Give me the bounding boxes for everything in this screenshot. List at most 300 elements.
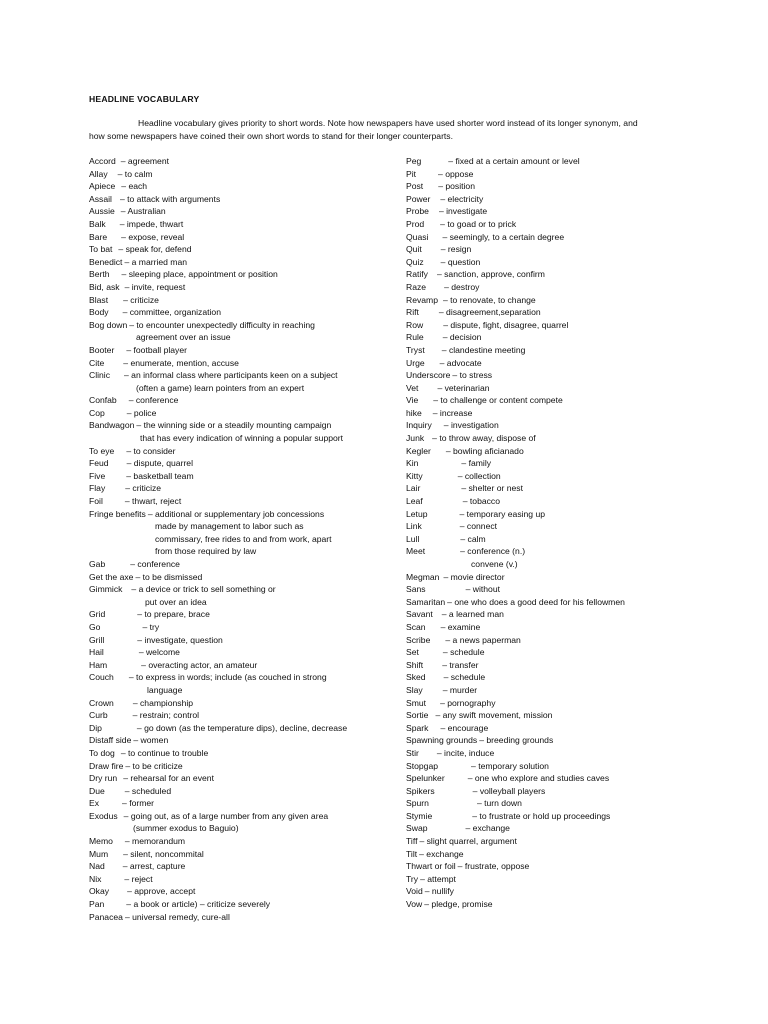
vocabulary-entry (406, 168, 706, 181)
vocabulary-term: Five (89, 470, 106, 481)
vocabulary-term: To bat (89, 244, 113, 255)
vocabulary-term: Quasi (406, 231, 429, 242)
vocabulary-term: Flay (89, 483, 106, 494)
vocabulary-term: Bare (89, 231, 108, 242)
vocabulary-term: Accord (89, 156, 116, 166)
vocabulary-definition: – overacting actor, an amateur (141, 659, 258, 670)
vocabulary-entry (89, 697, 389, 710)
vocabulary-term: Scribe (406, 634, 431, 645)
vocabulary-definition: – approve, accept (127, 886, 196, 897)
vocabulary-term: Grill (89, 634, 105, 645)
vocabulary-term: Sortie (406, 710, 429, 721)
vocabulary-definition: – reject (124, 873, 153, 884)
vocabulary-definition: – sanction, approve, confirm (436, 269, 545, 280)
vocabulary-definition: – exchange (465, 823, 510, 834)
vocabulary-term: Grid (89, 609, 106, 620)
vocabulary-entry (89, 155, 389, 168)
vocabulary-definition: – murder (442, 684, 478, 695)
vocabulary-definition: – conference (130, 559, 180, 569)
vocabulary-entry (406, 508, 706, 521)
vocabulary-definition-continuation: from those required by law (155, 546, 257, 557)
vocabulary-definition: – silent, noncommital (123, 848, 204, 859)
vocabulary-definition: – without (465, 584, 500, 595)
vocabulary-entry (89, 419, 389, 444)
vocabulary-entry (89, 583, 389, 608)
vocabulary-term: Shift (406, 659, 424, 670)
vocabulary-entry (89, 558, 389, 571)
vocabulary-entry (89, 256, 389, 269)
vocabulary-definition: – turn down (476, 798, 522, 809)
vocabulary-entry (406, 369, 706, 382)
vocabulary-definition: – to be criticize (125, 760, 183, 771)
vocabulary-term: Spawning grounds (406, 735, 478, 746)
vocabulary-term: Clinic (89, 370, 111, 381)
vocabulary-definition: – thwart, reject (124, 496, 182, 507)
vocabulary-term: Go (89, 621, 101, 632)
vocabulary-definition-continuation: language (147, 684, 183, 695)
page-title: HEADLINE VOCABULARY (89, 94, 200, 104)
vocabulary-entry (406, 860, 706, 873)
vocabulary-term: Underscore (406, 370, 451, 381)
vocabulary-entry (89, 848, 389, 861)
vocabulary-entry (89, 760, 389, 773)
vocabulary-entry (89, 621, 389, 634)
vocabulary-definition: – seemingly, to a certain degree (442, 231, 565, 242)
vocabulary-term: Dry run (89, 773, 118, 784)
vocabulary-entry (406, 621, 706, 634)
vocabulary-entry (406, 583, 706, 596)
vocabulary-term: Smut (406, 697, 427, 708)
vocabulary-term: Kin (406, 458, 419, 469)
vocabulary-definition: – a news paperman (445, 634, 521, 645)
vocabulary-term: Letup (406, 508, 428, 519)
vocabulary-term: To eye (89, 445, 115, 456)
vocabulary-definition: – calm (460, 533, 486, 544)
vocabulary-term: Pit (406, 168, 417, 179)
vocabulary-definition: – a married man (124, 256, 188, 267)
vocabulary-definition: – universal remedy, cure-all (124, 911, 230, 922)
vocabulary-entry (406, 646, 706, 659)
vocabulary-definition: – invite, request (124, 281, 186, 292)
vocabulary-term: Stopgap (406, 760, 439, 771)
vocabulary-definition: – advocate (439, 357, 482, 368)
vocabulary-definition: – question (440, 256, 481, 267)
vocabulary-definition-continuation: (often a game) learn pointers from an expert (136, 382, 305, 393)
vocabulary-term: Samaritan (406, 596, 446, 607)
vocabulary-entry (89, 180, 389, 193)
vocabulary-entry (89, 709, 389, 722)
vocabulary-definition: – connect (459, 521, 498, 532)
vocabulary-entry (406, 684, 706, 697)
vocabulary-term: Bandwagon (89, 420, 135, 431)
vocabulary-entry (406, 772, 706, 785)
vocabulary-definition: – going out, as of a large number from any given area (123, 810, 329, 821)
vocabulary-term: Hail (89, 647, 104, 658)
vocabulary-term: Urge (406, 357, 425, 368)
vocabulary-entry (406, 457, 706, 470)
vocabulary-definition: – women (133, 735, 169, 746)
vocabulary-definition: – veterinarian (437, 382, 490, 393)
vocabulary-entry (406, 835, 706, 848)
vocabulary-term: Allay (89, 168, 108, 179)
vocabulary-entry (89, 281, 389, 294)
vocabulary-term: Body (89, 307, 109, 318)
vocabulary-entry (89, 369, 389, 394)
vocabulary-entry (89, 508, 389, 558)
vocabulary-definition: – incite, induce (436, 747, 495, 758)
vocabulary-entry (89, 722, 389, 735)
vocabulary-term: Tilt (406, 848, 418, 859)
vocabulary-definition: – dispute, quarrel (126, 458, 193, 469)
vocabulary-entry (406, 205, 706, 218)
vocabulary-definition: – former (122, 798, 155, 809)
vocabulary-entry (89, 646, 389, 659)
vocabulary-term: Thwart or foil (406, 861, 456, 872)
vocabulary-term: Void (406, 886, 423, 897)
vocabulary-entry (89, 294, 389, 307)
vocabulary-entry (89, 571, 389, 584)
vocabulary-term: Dip (89, 722, 102, 733)
vocabulary-entry (406, 407, 706, 420)
vocabulary-entry (406, 810, 706, 823)
vocabulary-definition: – impede, thwart (119, 218, 184, 229)
vocabulary-definition: – investigation (443, 420, 499, 431)
vocabulary-definition: – to express in words; include (as couched in strong (128, 672, 327, 683)
vocabulary-entry (406, 671, 706, 684)
vocabulary-term: Kitty (406, 470, 423, 481)
vocabulary-term: Get the axe (89, 571, 134, 582)
vocabulary-entry (406, 697, 706, 710)
vocabulary-entry (89, 873, 389, 886)
vocabulary-entry (406, 344, 706, 357)
vocabulary-definition: – family (461, 458, 492, 469)
vocabulary-term: Bog down (89, 319, 128, 330)
vocabulary-term: Peg (406, 156, 422, 166)
vocabulary-definition: – attempt (420, 873, 456, 884)
vocabulary-definition: – dispute, fight, disagree, quarrel (443, 319, 569, 330)
vocabulary-term: Curb (89, 710, 108, 721)
vocabulary-entry (406, 608, 706, 621)
vocabulary-definition: – pornography (440, 697, 496, 708)
vocabulary-term: Revamp (406, 294, 438, 305)
vocabulary-term: Sans (406, 584, 426, 595)
vocabulary-entry (406, 231, 706, 244)
vocabulary-definition: – schedule (442, 647, 485, 658)
vocabulary-term: Bid, ask (89, 281, 120, 292)
vocabulary-entry (406, 470, 706, 483)
vocabulary-entry (89, 205, 389, 218)
vocabulary-entry (89, 785, 389, 798)
vocabulary-definition-continuation: made by management to labor such as (155, 521, 304, 532)
vocabulary-definition: – slight quarrel, argument (419, 836, 517, 847)
vocabulary-term: Apiece (89, 181, 116, 192)
vocabulary-definition: – criticize (123, 294, 159, 305)
vocabulary-definition: – football player (126, 344, 188, 355)
vocabulary-entry (406, 357, 706, 370)
vocabulary-definition: – memorandum (124, 836, 186, 847)
vocabulary-term: Gab (89, 559, 106, 569)
vocabulary-term: Vet (406, 382, 419, 393)
vocabulary-term: Feud (89, 458, 109, 469)
vocabulary-entry (89, 747, 389, 760)
vocabulary-entry (406, 243, 706, 256)
vocabulary-entry (406, 822, 706, 835)
vocabulary-definition-continuation: (summer exodus to Baguio) (133, 823, 239, 834)
vocabulary-definition: – rehearsal for an event (123, 773, 214, 784)
vocabulary-term: Exodus (89, 810, 118, 821)
vocabulary-entry (89, 772, 389, 785)
vocabulary-definition: – one who explore and studies caves (467, 773, 610, 784)
vocabulary-entry (89, 898, 389, 911)
vocabulary-definition: – any swift movement, mission (435, 710, 553, 721)
vocabulary-entry (406, 193, 706, 206)
vocabulary-entry (406, 797, 706, 810)
vocabulary-definition-continuation: agreement over an issue (136, 332, 231, 343)
vocabulary-definition: – arrest, capture (122, 861, 186, 872)
vocabulary-definition: – to goad or to prick (440, 218, 517, 229)
vocabulary-definition: – to consider (126, 445, 176, 456)
vocabulary-definition: – exchange (419, 848, 464, 859)
vocabulary-definition: – the winning side or a steadily mounting campaign (136, 420, 332, 431)
vocabulary-entry (406, 432, 706, 445)
vocabulary-definition: – breeding grounds (479, 735, 554, 746)
vocabulary-term: Crown (89, 697, 114, 708)
vocabulary-definition: – police (126, 407, 157, 418)
vocabulary-definition: – destroy (444, 281, 480, 292)
vocabulary-term: Leaf (406, 496, 423, 507)
vocabulary-definition: – temporary solution (471, 760, 549, 771)
vocabulary-definition: – a device or trick to sell something or (131, 584, 276, 595)
vocabulary-term: Quiz (406, 256, 424, 267)
vocabulary-definition: – to continue to trouble (120, 747, 209, 758)
vocabulary-entry (89, 231, 389, 244)
vocabulary-entry (406, 520, 706, 533)
vocabulary-column-right (406, 155, 706, 911)
vocabulary-entry (89, 344, 389, 357)
vocabulary-definition: – clandestine meeting (441, 344, 526, 355)
vocabulary-definition: – to stress (452, 370, 493, 381)
vocabulary-term: Probe (406, 206, 429, 217)
vocabulary-definition: – examine (440, 621, 481, 632)
vocabulary-definition: – pledge, promise (424, 899, 493, 910)
vocabulary-entry (89, 268, 389, 281)
vocabulary-definition: – a learned man (441, 609, 504, 620)
vocabulary-definition: – frustrate, oppose (457, 861, 530, 872)
vocabulary-definition: – temporary easing up (459, 508, 546, 519)
intro-line-2: how some newspapers have coined their own short words to stand for their longer counterparts. (89, 130, 453, 141)
vocabulary-term: Cop (89, 407, 105, 418)
vocabulary-definition-continuation: put over an idea (145, 596, 207, 607)
vocabulary-definition: – position (438, 181, 475, 192)
vocabulary-definition: – to renovate, to change (443, 294, 536, 305)
vocabulary-entry (406, 634, 706, 647)
vocabulary-entry (406, 445, 706, 458)
vocabulary-entry (406, 760, 706, 773)
vocabulary-term: Memo (89, 836, 113, 847)
vocabulary-definition: – championship (132, 697, 194, 708)
vocabulary-term: Cite (89, 357, 105, 368)
vocabulary-term: Spark (406, 722, 429, 733)
vocabulary-term: Benedict (89, 256, 123, 267)
vocabulary-entry (89, 482, 389, 495)
vocabulary-definition: – go down (as the temperature dips), decline, decrease (136, 722, 348, 733)
vocabulary-term: Vow (406, 899, 423, 910)
vocabulary-term: Lull (406, 533, 420, 544)
vocabulary-definition: – shelter or nest (461, 483, 523, 494)
vocabulary-entry (89, 445, 389, 458)
vocabulary-term: Berth (89, 269, 110, 280)
vocabulary-definition: – to throw away, dispose of (432, 433, 536, 444)
intro-paragraph (89, 117, 689, 142)
vocabulary-term: Distaff side (89, 735, 132, 746)
vocabulary-entry (89, 608, 389, 621)
vocabulary-definition: – schedule (443, 672, 486, 683)
vocabulary-definition: – collection (457, 470, 501, 481)
vocabulary-entry (89, 218, 389, 231)
vocabulary-definition: – transfer (442, 659, 479, 670)
vocabulary-definition: – fixed at a certain amount or level (448, 156, 580, 166)
vocabulary-definition: – bowling aficianado (445, 445, 524, 456)
vocabulary-definition: – volleyball players (472, 785, 546, 796)
vocabulary-entry (406, 306, 706, 319)
vocabulary-term: Nix (89, 873, 102, 884)
vocabulary-definition: – resign (440, 244, 472, 255)
vocabulary-definition: – decision (442, 332, 482, 343)
vocabulary-definition: – basketball team (126, 470, 194, 481)
vocabulary-entry (89, 319, 389, 344)
vocabulary-term: Aussie (89, 206, 115, 217)
vocabulary-term: Link (406, 521, 422, 532)
vocabulary-term: Swap (406, 823, 428, 834)
vocabulary-definition: – criticize (125, 483, 162, 494)
vocabulary-definition: – enumerate, mention, accuse (123, 357, 239, 368)
vocabulary-entry (89, 457, 389, 470)
vocabulary-term: Spelunker (406, 773, 445, 784)
vocabulary-entry (406, 596, 706, 609)
vocabulary-definition: – conference (128, 395, 179, 406)
vocabulary-term: Booter (89, 344, 115, 355)
vocabulary-term: Row (406, 319, 424, 330)
vocabulary-entry (406, 382, 706, 395)
vocabulary-entry (406, 419, 706, 432)
vocabulary-entry (89, 168, 389, 181)
vocabulary-definition: – sleeping place, appointment or position (121, 269, 278, 280)
vocabulary-definition: – nullify (424, 886, 454, 897)
vocabulary-entry (89, 885, 389, 898)
vocabulary-definition: – movie director (443, 571, 505, 582)
vocabulary-term: Inquiry (406, 420, 432, 431)
intro-line-1: Headline vocabulary gives priority to short words. Note how newspapers have used shorter word instead of its longer synonym, and (138, 118, 638, 128)
vocabulary-term: Ratify (406, 269, 428, 280)
vocabulary-entry (89, 394, 389, 407)
vocabulary-entry (406, 394, 706, 407)
vocabulary-entry (89, 835, 389, 848)
vocabulary-term: Stir (406, 747, 419, 758)
vocabulary-term: Mum (89, 848, 109, 859)
vocabulary-definition: – to encounter unexpectedly difficulty in reaching (129, 319, 315, 330)
vocabulary-entry (406, 571, 706, 584)
vocabulary-term: Post (406, 181, 424, 192)
vocabulary-entry (406, 268, 706, 281)
vocabulary-term: Try (406, 873, 419, 884)
vocabulary-entry (406, 482, 706, 495)
vocabulary-entry (89, 634, 389, 647)
vocabulary-definition: – oppose (438, 168, 474, 179)
vocabulary-definition: – electricity (440, 193, 484, 204)
vocabulary-term: Couch (89, 672, 114, 683)
vocabulary-definition-continuation: commissary, free rides to and from work, apart (155, 533, 332, 544)
vocabulary-definition: – speak for, defend (118, 244, 192, 255)
vocabulary-definition: – to challenge or content compete (433, 395, 563, 406)
vocabulary-entry (406, 256, 706, 269)
vocabulary-entry (406, 734, 706, 747)
vocabulary-entry (406, 873, 706, 886)
vocabulary-term: Power (406, 193, 431, 204)
vocabulary-term: Junk (406, 433, 425, 444)
vocabulary-entry (406, 533, 706, 546)
vocabulary-definition: – each (121, 181, 148, 192)
vocabulary-definition: – encourage (440, 722, 489, 733)
vocabulary-term: Tiff (406, 836, 418, 847)
vocabulary-entry (406, 294, 706, 307)
vocabulary-entry (89, 911, 389, 924)
vocabulary-term: Set (406, 647, 419, 658)
vocabulary-term: Panacea (89, 911, 123, 922)
vocabulary-definition: – expose, reveal (121, 231, 185, 242)
vocabulary-term: Meet (406, 546, 426, 557)
vocabulary-definition: – scheduled (124, 785, 172, 796)
vocabulary-entry (406, 898, 706, 911)
vocabulary-definition: – to attack with arguments (119, 193, 221, 204)
vocabulary-entry (89, 797, 389, 810)
vocabulary-entry (89, 659, 389, 672)
vocabulary-entry (406, 180, 706, 193)
vocabulary-term: Megman (406, 571, 440, 582)
vocabulary-definition: – additional or supplementary job concessions (147, 508, 325, 519)
vocabulary-entry (89, 810, 389, 835)
vocabulary-term: Confab (89, 395, 117, 406)
vocabulary-entry (406, 319, 706, 332)
vocabulary-term: Rule (406, 332, 424, 343)
vocabulary-definition: – disagreement,separation (438, 307, 541, 318)
vocabulary-term: Balk (89, 218, 106, 229)
vocabulary-term: Lair (406, 483, 421, 494)
vocabulary-entry (406, 659, 706, 672)
vocabulary-entry (89, 407, 389, 420)
vocabulary-definition: – committee, organization (122, 307, 221, 318)
vocabulary-entry (89, 495, 389, 508)
vocabulary-term: Quit (406, 244, 422, 255)
vocabulary-definition: – to prepare, brace (137, 609, 210, 620)
vocabulary-definition: – investigate (438, 206, 488, 217)
vocabulary-entry (89, 734, 389, 747)
vocabulary-definition: – to frustrate or hold up proceedings (472, 810, 611, 821)
vocabulary-term: Draw fire (89, 760, 124, 771)
vocabulary-entry (89, 193, 389, 206)
vocabulary-term: Stymie (406, 810, 433, 821)
vocabulary-term: hike (406, 407, 422, 418)
vocabulary-entry (406, 331, 706, 344)
vocabulary-term: Blast (89, 294, 109, 305)
vocabulary-definition: – try (142, 621, 160, 632)
vocabulary-term: Scan (406, 621, 426, 632)
vocabulary-entry (89, 860, 389, 873)
vocabulary-term: Spurn (406, 798, 429, 809)
vocabulary-term: Slay (406, 684, 423, 695)
vocabulary-entry (406, 155, 706, 168)
vocabulary-term: Gimmick (89, 584, 123, 595)
vocabulary-term: Ham (89, 659, 108, 670)
